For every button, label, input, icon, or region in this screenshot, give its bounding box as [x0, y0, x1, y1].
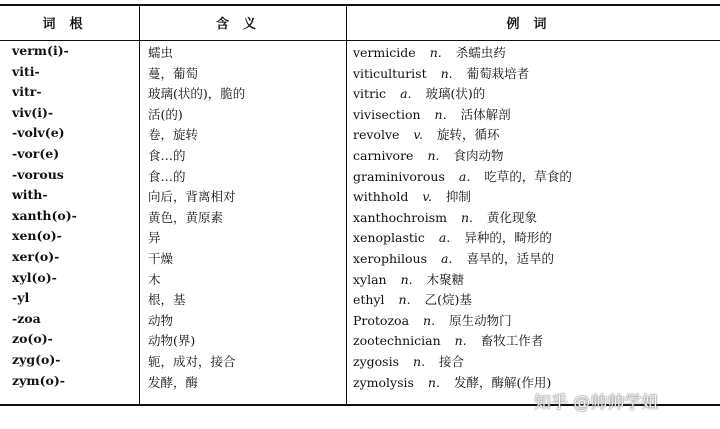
part-of-speech: a.	[438, 230, 451, 246]
table-row	[0, 43, 720, 63]
example-word: withhold	[353, 189, 409, 205]
part-of-speech: n.	[454, 333, 467, 349]
part-of-speech: n.	[434, 106, 447, 122]
meaning-cell: 根，基	[148, 292, 186, 308]
example-word: xanthochroism	[353, 209, 447, 225]
part-of-speech: a.	[400, 86, 412, 102]
root-cell: -vor(e)	[12, 146, 60, 161]
example-definition: 木聚糖	[426, 271, 465, 287]
root-cell: vitr-	[12, 84, 42, 100]
part-of-speech: n.	[423, 312, 436, 328]
example-definition: 活体解剖	[460, 106, 511, 122]
table-row	[0, 311, 720, 331]
example-cell	[353, 125, 500, 143]
part-of-speech: n.	[429, 45, 442, 60]
example-word: zygosis	[353, 354, 400, 369]
root-cell: viv(i)-	[12, 104, 54, 120]
example-word: vivisection	[353, 106, 421, 122]
example-cell	[353, 270, 464, 288]
example-definition: 原生动物门	[449, 312, 512, 328]
example-word: Protozoa	[353, 312, 410, 328]
table-row	[0, 228, 720, 248]
example-cell	[353, 228, 552, 246]
example-word: xenoplastic	[353, 230, 425, 246]
example-cell	[353, 64, 529, 82]
example-word: carnivore	[353, 148, 414, 163]
meaning-cell: 干燥	[148, 251, 174, 266]
meaning-cell: 食…的	[148, 168, 186, 184]
meaning-cell: 食…的	[148, 148, 186, 163]
example-cell	[353, 167, 572, 185]
part-of-speech: a.	[441, 251, 453, 266]
table-row	[0, 64, 720, 84]
meaning-cell: 发酵，酶	[148, 374, 199, 390]
meaning-cell: 蔓，葡萄	[148, 65, 199, 81]
meaning-cell: 异	[148, 230, 161, 246]
table-row	[0, 352, 720, 372]
example-word: zymolysis	[353, 374, 414, 390]
table-top-rule	[0, 4, 720, 6]
example-definition: 抑制	[445, 189, 471, 205]
meaning-cell: 动物	[148, 312, 174, 328]
watermark: 知乎 @帅帅学姐	[534, 393, 659, 413]
table-row	[0, 146, 720, 166]
example-definition: 畜牧工作者	[480, 333, 544, 349]
meaning-cell: 蠕虫	[148, 45, 174, 60]
root-cell: zyg(o)-	[12, 352, 61, 367]
table-row	[0, 208, 720, 228]
example-cell	[353, 311, 512, 329]
example-cell	[353, 331, 543, 349]
part-of-speech: n.	[400, 271, 413, 287]
example-definition: 乙(烷)基	[424, 292, 472, 308]
example-cell	[353, 352, 464, 370]
part-of-speech: n.	[460, 209, 474, 225]
part-of-speech: v.	[413, 127, 423, 143]
table-row	[0, 249, 720, 269]
example-word: vitric	[353, 86, 387, 102]
example-definition: 吃草的，草食的	[484, 168, 572, 184]
root-cell: zym(o)-	[12, 372, 65, 388]
header-example: 例词	[506, 17, 561, 32]
part-of-speech: n.	[398, 292, 411, 308]
meaning-cell: 木	[148, 271, 161, 287]
meaning-cell: 活(的)	[148, 106, 183, 122]
example-definition: 旋转，循环	[436, 127, 500, 143]
meaning-cell: 向后，背离相对	[148, 189, 236, 205]
table-header-rule	[0, 40, 720, 41]
example-definition: 食肉动物	[453, 148, 504, 163]
table-row	[0, 187, 720, 207]
meaning-cell: 卷，旋转	[148, 127, 199, 143]
root-cell: -volv(e)	[12, 125, 65, 141]
header-root: 词根	[42, 17, 97, 32]
table-row	[0, 331, 720, 351]
example-word: xerophilous	[353, 251, 427, 266]
example-definition: 接合	[439, 354, 465, 369]
example-word: vermicide	[353, 45, 416, 60]
table-row	[0, 125, 720, 145]
example-definition: 玻璃(状)的	[425, 86, 486, 102]
example-cell	[353, 290, 472, 308]
root-cell: -vorous	[12, 166, 64, 182]
meaning-cell: 轭，成对，接合	[148, 354, 236, 369]
part-of-speech: n.	[427, 148, 440, 163]
example-word: viticulturist	[353, 65, 427, 81]
root-cell: with-	[12, 187, 48, 203]
meaning-cell: 黄色，黄原素	[148, 209, 224, 225]
example-definition: 黄化现象	[487, 209, 538, 225]
example-word: revolve	[353, 127, 400, 143]
table-row	[0, 290, 720, 310]
root-cell: xyl(o)-	[12, 269, 57, 285]
example-definition: 发酵，酶解(作用)	[453, 374, 552, 390]
example-cell	[353, 373, 551, 391]
root-cell: viti-	[12, 63, 40, 79]
root-cell: verm(i)-	[12, 43, 69, 58]
example-word: xylan	[353, 271, 387, 287]
part-of-speech: n.	[413, 354, 426, 369]
part-of-speech: a.	[458, 168, 471, 184]
example-cell	[353, 249, 554, 267]
header-meaning: 含义	[215, 17, 270, 32]
root-cell: -zoa	[12, 310, 41, 326]
table-row	[0, 167, 720, 187]
example-cell	[353, 105, 511, 123]
example-cell	[353, 43, 506, 61]
example-word: ethyl	[353, 292, 385, 308]
table-row	[0, 84, 720, 104]
example-definition: 异种的，畸形的	[464, 230, 552, 246]
root-cell: xanth(o)-	[12, 207, 77, 223]
root-cell: xer(o)-	[12, 249, 60, 264]
root-cell: zo(o)-	[12, 331, 53, 347]
example-word: graminivorous	[353, 168, 445, 184]
example-cell	[353, 187, 471, 205]
table-row	[0, 105, 720, 125]
part-of-speech: v.	[422, 189, 432, 205]
meaning-cell: 玻璃(状的)，脆的	[148, 86, 246, 102]
example-cell	[353, 84, 485, 102]
table-row	[0, 270, 720, 290]
root-cell: xen(o)-	[12, 228, 62, 244]
part-of-speech: n.	[427, 374, 440, 390]
part-of-speech: n.	[440, 65, 453, 81]
example-definition: 杀蠕虫药	[455, 45, 506, 60]
root-cell: -yl	[12, 290, 30, 306]
example-cell	[353, 146, 503, 164]
example-definition: 喜旱的，适旱的	[466, 251, 554, 266]
example-word: zootechnician	[353, 333, 441, 349]
example-definition: 葡萄栽培者	[466, 65, 530, 81]
meaning-cell: 动物(界)	[148, 333, 196, 349]
example-cell	[353, 208, 537, 226]
